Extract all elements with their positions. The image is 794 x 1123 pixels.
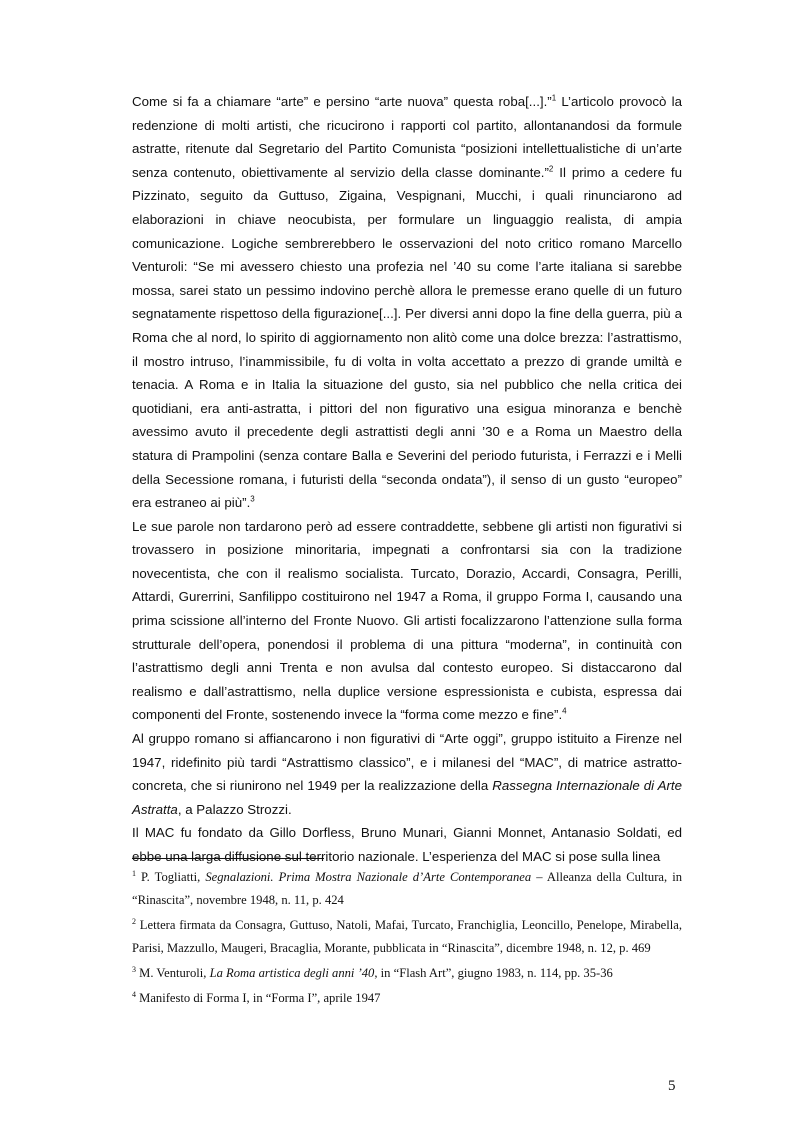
footnote: [132, 914, 682, 960]
paragraph: [132, 90, 682, 515]
text-segment: L’articolo provocò la redenzione di molti artisti, che ricucirono i rapporti col partito, allontanandosi da formule astratte, ritenute dal Segretario del Partito Comunista “posizioni intellettualistiche di un’arte senza contenuto, obiettivamente al servizio della classe dominante.”: [132, 94, 682, 180]
text-segment: Come si fa a chiamare “arte” e persino “arte nuova” questa roba[...].”: [132, 94, 552, 109]
text-segment: , a Palazzo Strozzi.: [177, 801, 292, 817]
footnote-reference: 4: [132, 989, 136, 999]
paragraph: [132, 821, 682, 868]
footnote-reference: 1: [551, 93, 557, 103]
italic-title: Rassegna Internazionale di Arte Astratta: [132, 778, 682, 817]
footnote-reference: 2: [132, 916, 136, 926]
text-segment: – Alleanza della Cultura, in “Rinascita”, novembre 1948, n. 11, p. 424: [132, 870, 682, 907]
text-segment: Lettera firmata da Consagra, Guttuso, Natoli, Mafai, Turcato, Franchiglia, Leoncillo, Penelope, Mirabella, Parisi, Mazzullo, Maugeri, Bracaglia, Morante, pubblicata in “Rinascita”, dicembre 1948, n. 12, p. 469: [132, 918, 682, 955]
footnote: [132, 866, 682, 912]
footnote-reference: 3: [250, 494, 255, 504]
body-text: [132, 90, 682, 869]
italic-title: La Roma artistica degli anni ’40: [209, 966, 375, 980]
text-segment: P. Togliatti,: [136, 870, 206, 884]
text-segment: M. Venturoli,: [136, 966, 210, 980]
page-number: 5: [668, 1078, 676, 1094]
italic-title: Segnalazioni. Prima Mostra Nazionale d’Arte Contemporanea: [205, 870, 532, 884]
paragraph: [132, 727, 682, 821]
text-segment: Manifesto di Forma I, in “Forma I”, aprile 1947: [136, 991, 381, 1005]
text-segment: Il MAC fu fondato da Gillo Dorfless, Bruno Munari, Gianni Monnet, Antanasio Soldati, ed ebbe una larga diffusione sul territorio nazionale. L’esperienza del MAC si pose sulla linea: [132, 825, 682, 864]
footnote-separator: [132, 858, 324, 859]
footnote: [132, 962, 682, 985]
text-segment: , in “Flash Art”, giugno 1983, n. 114, pp. 35-36: [374, 966, 613, 980]
footnote-reference: 4: [562, 707, 567, 717]
footnote-reference: 1: [132, 868, 136, 878]
text-segment: Il primo a cedere fu Pizzinato, seguito da Guttuso, Zigaina, Vespignani, Mucchi, i quali rinunciarono ad elaborazioni in chiave neocubista, per formulare un linguaggio realista, di ampia comunicazione. Logiche sembrerebbero le osservazioni del noto critico romano Marcello Venturoli: “Se mi avessero chiesto una profezia nel ’40 su come l’arte italiana si sarebbe mossa, sarei stato un pessimo indovino perchè allora le premesse erano quelle di un futuro segnatamente rispettoso della figurazione[...]. Per diversi anni dopo la fine della guerra, più a Roma che al nord, lo spirito di aggiornamento non alitò come una dolce brezza: l’astrattismo, il mostro intruso, l’inammissibile, fu di volta in volta accettato a prezzo di grande umiltà e tenacia. A Roma e in Italia la situazione del gusto, sia nel pubblico che nella critica dei quotidiani, era anti-astratta, i pittori del non figurativo una esigua minoranza e benchè avessimo avuto il precedente degli astrattisti degli anni ’30 e a Roma un Maestro della statura di Prampolini (senza contare Balla e Severini del periodo futurista, i Ferrazzi e i Melli della Secessione romana, i futuristi della “seconda ondata”), il senso di un gusto “europeo” era estraneo ai più”.: [132, 164, 682, 511]
text-segment: Al gruppo romano si affiancarono i non figurativi di “Arte oggi”, gruppo istituito a Firenze nel 1947, ridefinito più tardi “Astrattismo classico”, e i milanesi del “MAC”, di matrice astratto-concreta, che si riunirono nel 1949 per la realizzazione della: [132, 731, 682, 794]
text-segment: Le sue parole non tardarono però ad essere contraddette, sebbene gli artisti non figurativi si trovassero in posizione minoritaria, impegnati a confrontarsi sia con la tradizione novecentista, che con il realismo socialista. Turcato, Dorazio, Accardi, Consagra, Perilli, Attardi, Gurerrini, Sanfilippo costituirono nel 1947 a Roma, il gruppo Forma I, causando una prima scissione all’interno del Fronte Nuovo. Gli artisti focalizzarono l’attenzione sulla forma strutturale dell’opera, ponendosi il problema di una pittura “moderna”, in continuità con l’astrattismo degli anni Trenta e non avulsa dal contesto europeo. Si distaccarono dal realismo e dall’astrattismo, nella duplice versione espressionista e cubista, espressa dai componenti del Fronte, sostenendo invece la “forma come mezzo e fine”.: [132, 518, 682, 723]
footnote-reference: 3: [132, 964, 136, 974]
footnotes: [132, 866, 682, 1012]
paragraph: [132, 515, 682, 727]
footnote: [132, 987, 682, 1010]
footnote-reference: 2: [548, 164, 554, 174]
